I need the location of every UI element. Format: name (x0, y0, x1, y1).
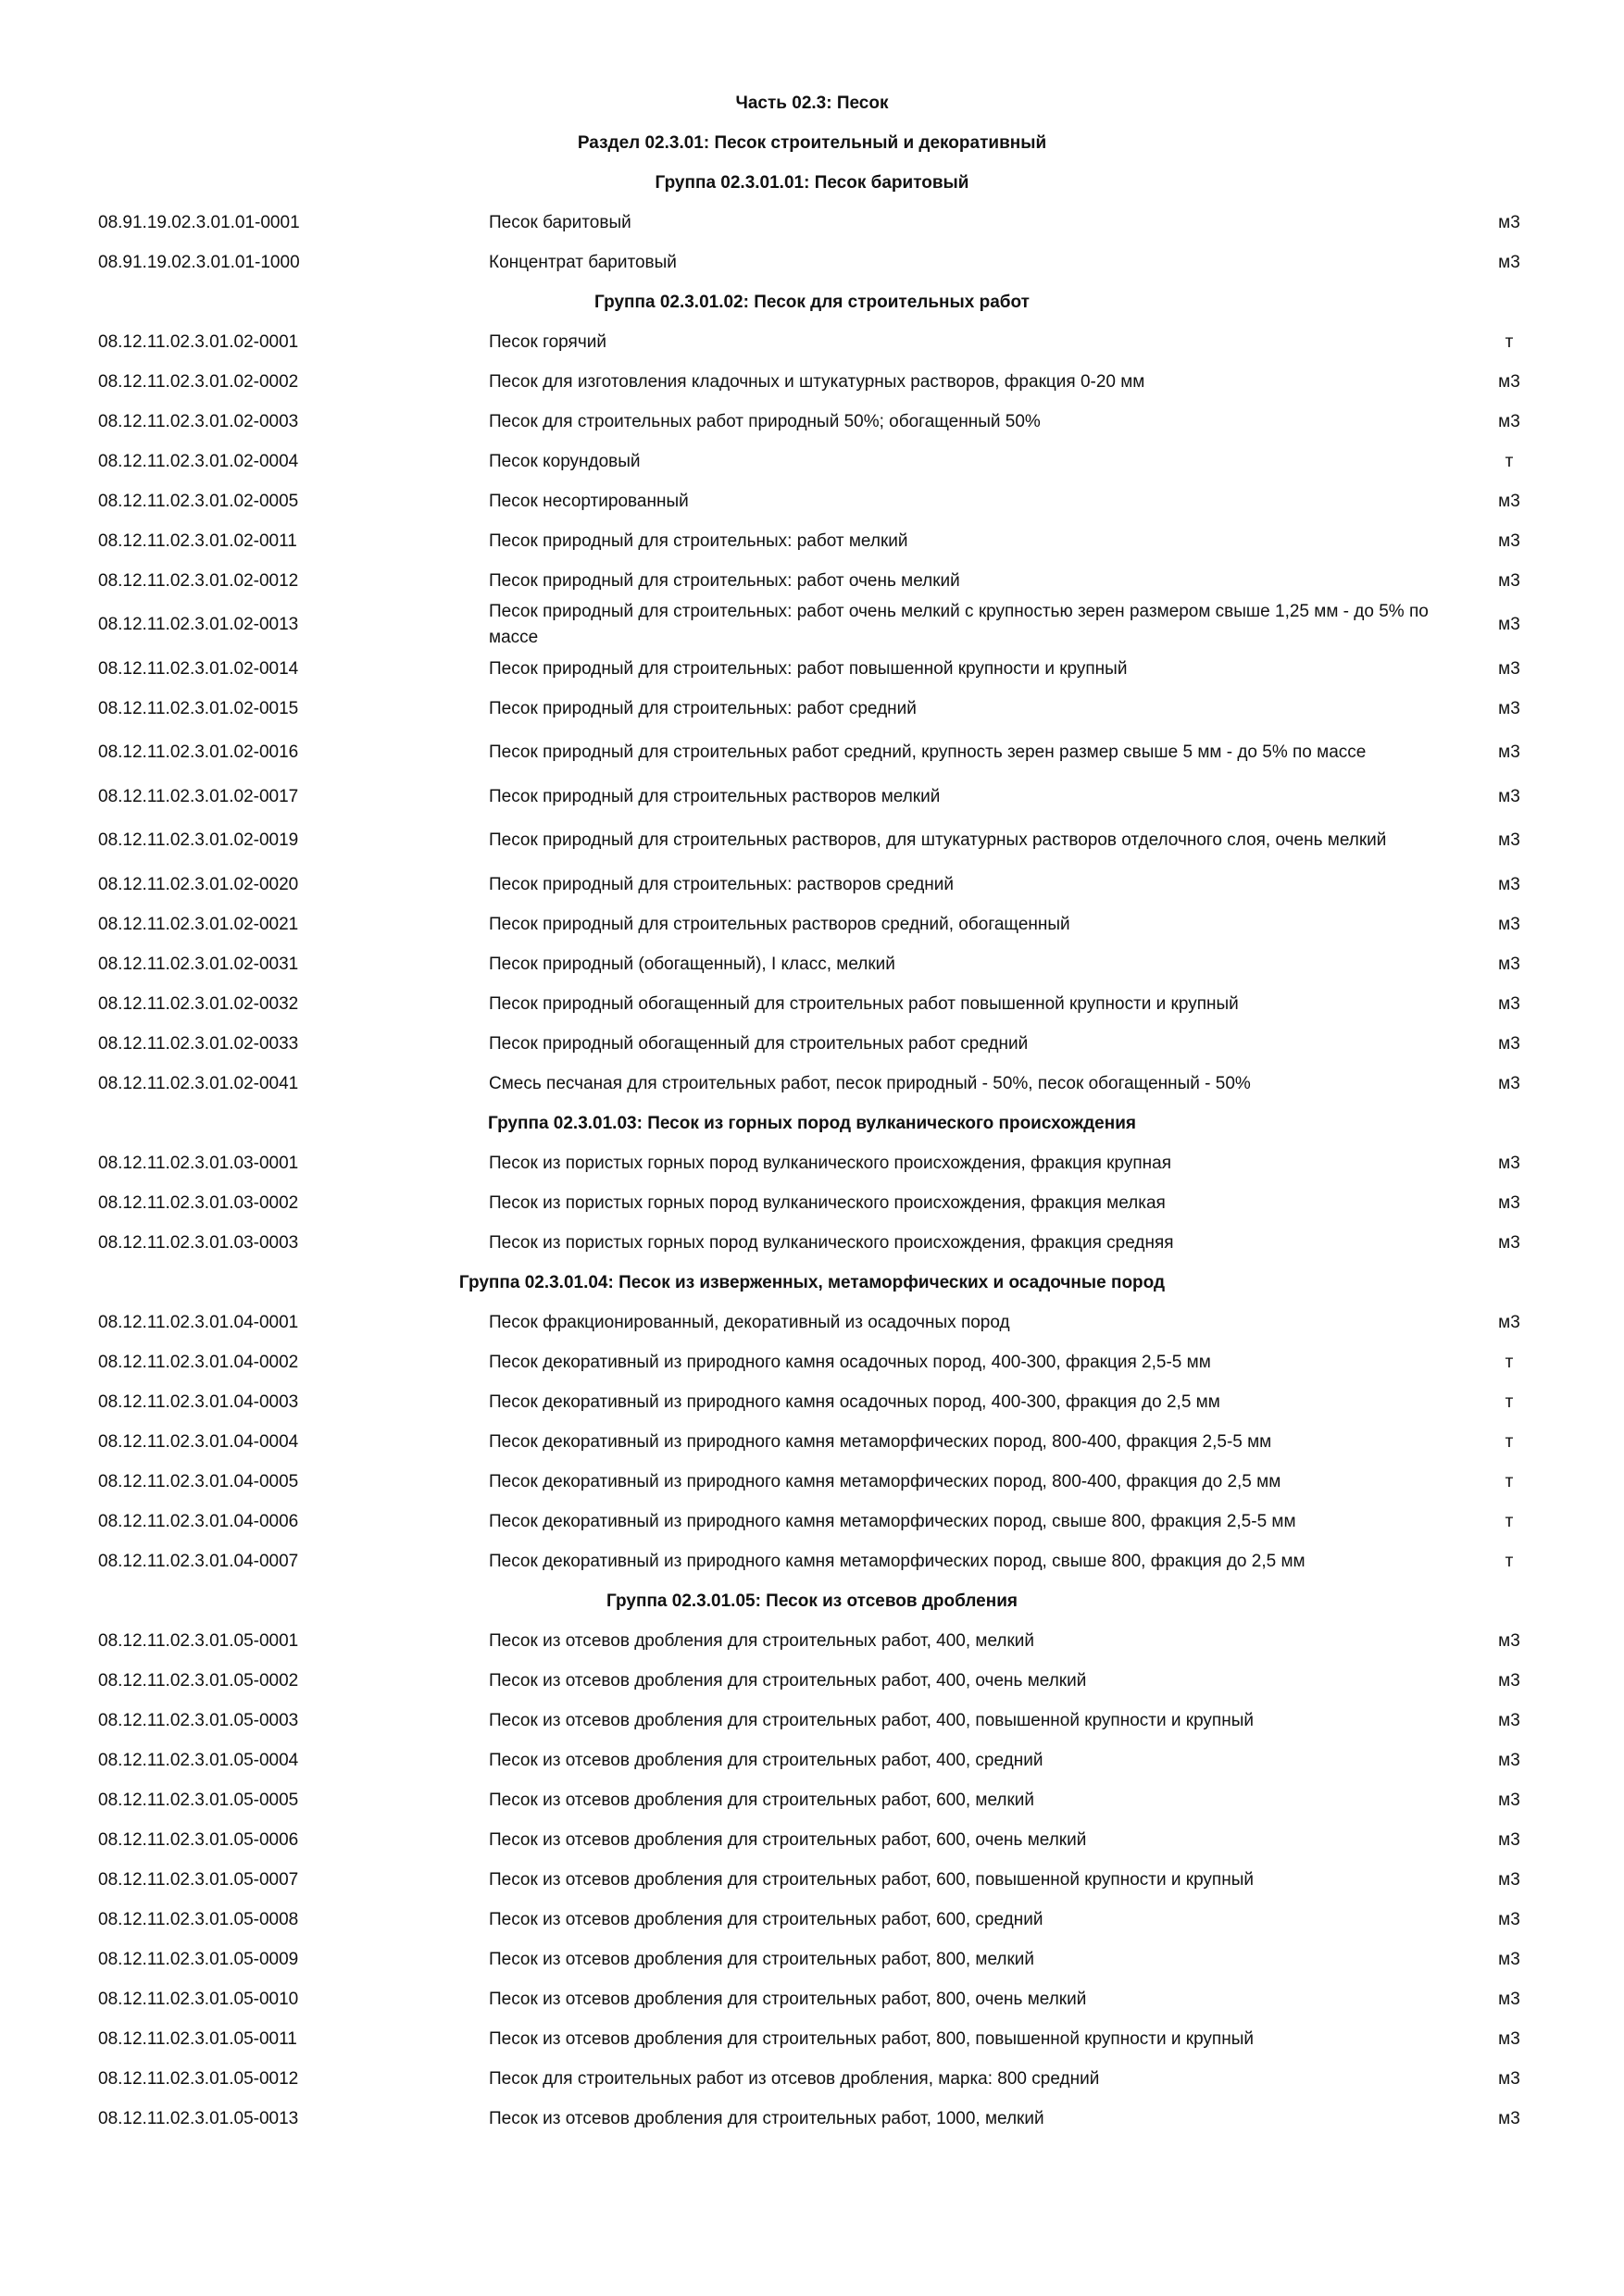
table-row (0, 243, 1624, 282)
resource-code: 08.12.11.02.3.01.04-0003 (98, 1391, 299, 1412)
resource-name: Песок из отсевов дробления для строительных работ, 600, очень мелкий (489, 1829, 1087, 1850)
table-row (0, 521, 1624, 561)
resource-name: Песок для изготовления кладочных и штукатурных растворов, фракция 0-20 мм (489, 371, 1145, 392)
resource-name: Песок декоративный из природного камня метаморфических пород, свыше 800, фракция 2,5-5 мм (489, 1511, 1296, 1531)
table-row (0, 1940, 1624, 1979)
group-heading: Группа 02.3.01.03: Песок из горных пород вулканического происхождения (488, 1114, 1136, 1133)
unit-of-measure: м3 (1498, 491, 1520, 511)
table-row (0, 322, 1624, 362)
unit-of-measure: м3 (1498, 1033, 1520, 1054)
table-row (0, 561, 1624, 601)
resource-code: 08.12.11.02.3.01.02-0032 (98, 993, 299, 1014)
group-heading: Группа 02.3.01.05: Песок из отсевов дробления (606, 1591, 1018, 1611)
resource-name: Песок природный (обогащенный), I класс, мелкий (489, 954, 895, 974)
resource-name: Песок природный для строительных: работ мелкий (489, 530, 908, 551)
resource-code: 08.12.11.02.3.01.05-0003 (98, 1710, 299, 1730)
table-row (0, 1502, 1624, 1541)
table-row (0, 1223, 1624, 1263)
table-row (0, 442, 1624, 481)
table-row (0, 2099, 1624, 2139)
resource-name: Песок природный для строительных растворов мелкий (489, 786, 941, 806)
resource-code: 08.12.11.02.3.01.02-0001 (98, 331, 299, 352)
resource-name: Песок из отсевов дробления для строительных работ, 600, средний (489, 1909, 1043, 1929)
resource-name: Песок из отсевов дробления для строительных работ, 800, повышенной крупности и крупный (489, 2028, 1254, 2049)
resource-code: 08.12.11.02.3.01.02-0016 (98, 742, 299, 762)
resource-name: Песок природный для строительных: работ очень мелкий с крупностью зерен размером свыше 1,25 мм - до 5% по массе (489, 602, 1429, 647)
resource-code: 08.12.11.02.3.01.02-0005 (98, 491, 299, 511)
resource-name: Песок несортированный (489, 491, 689, 511)
group-heading: Группа 02.3.01.04: Песок из изверженных, метаморфических и осадочные пород (458, 1273, 1166, 1292)
unit-of-measure: м3 (1498, 2068, 1520, 2089)
resource-name: Песок декоративный из природного камня осадочных пород, 400-300, фракция до 2,5 мм (489, 1391, 1220, 1412)
unit-of-measure: м3 (1498, 993, 1520, 1014)
resource-code: 08.12.11.02.3.01.05-0006 (98, 1829, 299, 1850)
resource-name: Песок природный обогащенный для строительных работ средний (489, 1033, 1029, 1054)
unit-of-measure: м3 (1498, 1790, 1520, 1810)
resource-name: Песок декоративный из природного камня метаморфических пород, 800-400, фракция до 2,5 мм (489, 1471, 1281, 1491)
unit-of-measure: м3 (1498, 830, 1520, 850)
unit-of-measure: м3 (1498, 1949, 1520, 1969)
resource-code: 08.12.11.02.3.01.05-0012 (98, 2068, 299, 2089)
table-row (0, 1979, 1624, 2019)
unit-of-measure: м3 (1498, 1153, 1520, 1173)
table-row (0, 1780, 1624, 1820)
unit-of-measure: м3 (1498, 371, 1520, 392)
table-row (0, 1860, 1624, 1900)
table-row (0, 1183, 1624, 1223)
resource-code: 08.12.11.02.3.01.05-0010 (98, 1989, 299, 2009)
unit-of-measure: м3 (1498, 1073, 1520, 1093)
unit-of-measure: м3 (1498, 411, 1520, 431)
resource-code: 08.12.11.02.3.01.03-0001 (98, 1153, 299, 1173)
resource-name: Песок горячий (489, 331, 606, 352)
document-body (0, 83, 1624, 2139)
resource-code: 08.12.11.02.3.01.05-0011 (98, 2028, 297, 2049)
unit-of-measure: т (1505, 1471, 1514, 1491)
resource-name: Песок природный для строительных растворов средний, обогащенный (489, 914, 1070, 934)
unit-of-measure: м3 (1498, 1630, 1520, 1651)
unit-of-measure: м3 (1498, 1909, 1520, 1929)
unit-of-measure: м3 (1498, 1670, 1520, 1691)
unit-of-measure: м3 (1498, 874, 1520, 894)
table-row (0, 905, 1624, 944)
resource-name: Песок из отсевов дробления для строительных работ, 600, повышенной крупности и крупный (489, 1869, 1254, 1890)
resource-name: Песок природный для строительных: растворов средний (489, 874, 955, 894)
table-row (0, 2019, 1624, 2059)
table-row (0, 1462, 1624, 1502)
table-row (0, 1621, 1624, 1661)
unit-of-measure: м3 (1498, 742, 1520, 762)
unit-of-measure: т (1505, 1511, 1514, 1531)
table-row (0, 1422, 1624, 1462)
table-row (0, 944, 1624, 984)
unit-of-measure: м3 (1498, 212, 1520, 232)
resource-name: Песок из отсевов дробления для строительных работ, 800, очень мелкий (489, 1989, 1087, 2009)
resource-name: Смесь песчаная для строительных работ, песок природный - 50%, песок обогащенный - 50% (489, 1073, 1251, 1093)
unit-of-measure: м3 (1498, 1192, 1520, 1213)
unit-of-measure: т (1505, 1551, 1514, 1571)
table-row (0, 362, 1624, 402)
resource-code: 08.12.11.02.3.01.02-0011 (98, 530, 297, 551)
unit-of-measure: м3 (1498, 1750, 1520, 1770)
unit-of-measure: м3 (1498, 914, 1520, 934)
table-row (0, 1541, 1624, 1581)
resource-name: Песок декоративный из природного камня метаморфических пород, 800-400, фракция 2,5-5 мм (489, 1431, 1272, 1452)
resource-code: 08.12.11.02.3.01.05-0001 (98, 1630, 299, 1651)
unit-of-measure: м3 (1498, 2028, 1520, 2049)
resource-name: Песок природный обогащенный для строительных работ повышенной крупности и крупный (489, 993, 1239, 1014)
resource-code: 08.12.11.02.3.01.02-0031 (98, 954, 299, 974)
table-row (0, 1741, 1624, 1780)
resource-name: Песок природный для строительных работ средний, крупность зерен размер свыше 5 мм - до 5% по массе (489, 742, 1367, 762)
table-row (0, 1820, 1624, 1860)
resource-code: 08.12.11.02.3.01.02-0019 (98, 830, 299, 850)
table-row (0, 1661, 1624, 1701)
unit-of-measure: м3 (1498, 1989, 1520, 2009)
resource-code: 08.12.11.02.3.01.02-0013 (98, 615, 299, 634)
unit-of-measure: м3 (1498, 2108, 1520, 2128)
unit-of-measure: м3 (1498, 1232, 1520, 1253)
table-row (0, 1701, 1624, 1741)
resource-name: Песок для строительных работ природный 50%; обогащенный 50% (489, 411, 1041, 431)
resource-code: 08.12.11.02.3.01.02-0033 (98, 1033, 299, 1054)
resource-name: Песок декоративный из природного камня метаморфических пород, свыше 800, фракция до 2,5 мм (489, 1551, 1305, 1571)
unit-of-measure: м3 (1498, 658, 1520, 679)
sections-container (0, 123, 1624, 2139)
unit-of-measure: т (1505, 1431, 1514, 1452)
group-heading: Группа 02.3.01.02: Песок для строительных работ (594, 293, 1030, 312)
group-heading: Группа 02.3.01.01: Песок баритовый (655, 173, 969, 193)
unit-of-measure: м3 (1498, 1312, 1520, 1332)
resource-name: Песок корундовый (489, 451, 641, 471)
resource-name: Песок из пористых горных пород вулканического происхождения, фракция средняя (489, 1232, 1174, 1253)
table-row (0, 984, 1624, 1024)
resource-code: 08.12.11.02.3.01.03-0003 (98, 1232, 299, 1253)
unit-of-measure: м3 (1498, 954, 1520, 974)
resource-code: 08.12.11.02.3.01.05-0005 (98, 1790, 299, 1810)
resource-code: 08.12.11.02.3.01.02-0012 (98, 570, 299, 591)
unit-of-measure: т (1505, 451, 1514, 471)
unit-of-measure: м3 (1498, 252, 1520, 272)
unit-of-measure: м3 (1498, 786, 1520, 806)
resource-code: 08.12.11.02.3.01.02-0020 (98, 874, 299, 894)
resource-code: 08.12.11.02.3.01.02-0002 (98, 371, 299, 392)
resource-name: Песок из отсевов дробления для строительных работ, 400, очень мелкий (489, 1670, 1087, 1691)
table-row (0, 1303, 1624, 1342)
table-row (0, 1143, 1624, 1183)
resource-code: 08.12.11.02.3.01.05-0007 (98, 1869, 299, 1890)
unit-of-measure: м3 (1498, 615, 1520, 634)
resource-code: 08.12.11.02.3.01.04-0002 (98, 1352, 299, 1372)
unit-of-measure: м3 (1498, 698, 1520, 718)
table-row (0, 777, 1624, 817)
resource-code: 08.12.11.02.3.01.02-0041 (98, 1073, 299, 1093)
resource-name: Песок из отсевов дробления для строительных работ, 400, мелкий (489, 1630, 1035, 1651)
resource-name: Песок из пористых горных пород вулканического происхождения, фракция крупная (489, 1153, 1171, 1173)
resource-name: Песок природный для строительных: работ очень мелкий (489, 570, 960, 591)
resource-code: 08.12.11.02.3.01.02-0015 (98, 698, 299, 718)
resource-name: Песок природный для строительных растворов, для штукатурных растворов отделочного слоя, очень мелкий (489, 830, 1387, 850)
unit-of-measure: м3 (1498, 570, 1520, 591)
resource-name: Песок из отсевов дробления для строительных работ, 1000, мелкий (489, 2108, 1044, 2128)
resource-code: 08.12.11.02.3.01.05-0009 (98, 1949, 299, 1969)
resource-code: 08.12.11.02.3.01.05-0004 (98, 1750, 299, 1770)
resource-code: 08.12.11.02.3.01.02-0003 (98, 411, 299, 431)
unit-of-measure: м3 (1498, 1869, 1520, 1890)
table-row (0, 865, 1624, 905)
resource-name: Песок из отсевов дробления для строительных работ, 600, мелкий (489, 1790, 1035, 1810)
resource-code: 08.12.11.02.3.01.02-0017 (98, 786, 299, 806)
resource-name: Концентрат баритовый (489, 252, 677, 272)
resource-code: 08.12.11.02.3.01.05-0008 (98, 1909, 299, 1929)
table-row (0, 203, 1624, 243)
table-row (0, 729, 1624, 777)
table-row (0, 817, 1624, 865)
unit-of-measure: т (1505, 1391, 1514, 1412)
unit-of-measure: м3 (1498, 1829, 1520, 1850)
resource-name: Песок из отсевов дробления для строительных работ, 800, мелкий (489, 1949, 1035, 1969)
unit-of-measure: т (1505, 1352, 1514, 1372)
resource-code: 08.12.11.02.3.01.02-0014 (98, 658, 299, 679)
resource-code: 08.12.11.02.3.01.04-0001 (98, 1312, 299, 1332)
resource-name: Песок для строительных работ из отсевов дробления, марка: 800 средний (489, 2068, 1100, 2089)
resource-name: Песок природный для строительных: работ средний (489, 698, 917, 718)
resource-code: 08.12.11.02.3.01.02-0021 (98, 914, 299, 934)
resource-name: Песок из отсевов дробления для строительных работ, 400, повышенной крупности и крупный (489, 1710, 1254, 1730)
resource-code: 08.12.11.02.3.01.02-0004 (98, 451, 299, 471)
table-row (0, 1024, 1624, 1064)
resource-code: 08.12.11.02.3.01.05-0002 (98, 1670, 299, 1691)
table-row (0, 1900, 1624, 1940)
resource-name: Песок природный для строительных: работ повышенной крупности и крупный (489, 658, 1128, 679)
table-row (0, 402, 1624, 442)
resource-code: 08.12.11.02.3.01.04-0007 (98, 1551, 299, 1571)
resource-code: 08.12.11.02.3.01.04-0004 (98, 1431, 299, 1452)
resource-name: Песок из отсевов дробления для строительных работ, 400, средний (489, 1750, 1043, 1770)
resource-name: Песок декоративный из природного камня осадочных пород, 400-300, фракция 2,5-5 мм (489, 1352, 1211, 1372)
table-row (0, 601, 1624, 649)
unit-of-measure: м3 (1498, 1710, 1520, 1730)
table-row (0, 1064, 1624, 1104)
table-row (0, 1342, 1624, 1382)
resource-code: 08.12.11.02.3.01.04-0006 (98, 1511, 299, 1531)
resource-name: Песок баритовый (489, 212, 631, 232)
unit-of-measure: м3 (1498, 530, 1520, 551)
table-row (0, 689, 1624, 729)
resource-code: 08.12.11.02.3.01.05-0013 (98, 2108, 299, 2128)
unit-of-measure: т (1505, 331, 1514, 352)
table-row (0, 481, 1624, 521)
resource-code: 08.12.11.02.3.01.03-0002 (98, 1192, 299, 1213)
resource-name: Песок фракционированный, декоративный из осадочных пород (489, 1312, 1010, 1332)
resource-code: 08.91.19.02.3.01.01-1000 (98, 252, 300, 272)
table-row (0, 649, 1624, 689)
table-row (0, 1382, 1624, 1422)
section-heading: Раздел 02.3.01: Песок строительный и декоративный (577, 133, 1047, 153)
resource-name: Песок из пористых горных пород вулканического происхождения, фракция мелкая (489, 1192, 1166, 1213)
resource-code: 08.91.19.02.3.01.01-0001 (98, 212, 300, 232)
table-row (0, 2059, 1624, 2099)
resource-code: 08.12.11.02.3.01.04-0005 (98, 1471, 299, 1491)
part-title: Часть 02.3: Песок (735, 94, 889, 113)
